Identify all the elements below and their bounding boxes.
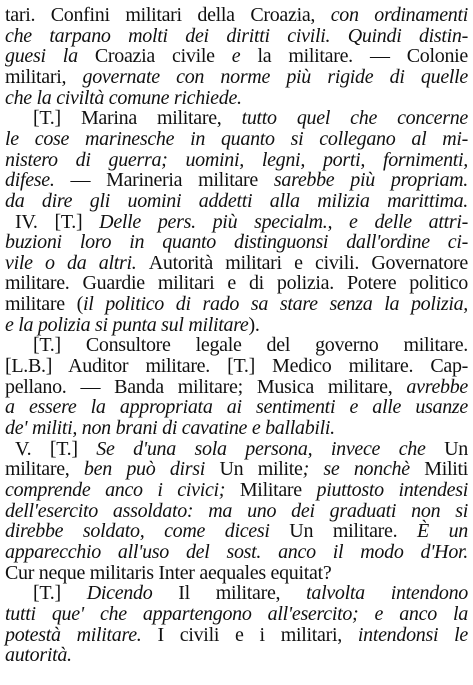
italic-text: e la polizia si punta sul militare bbox=[5, 313, 249, 336]
roman-text: Autorità militari e civili. Governatore bbox=[148, 251, 468, 274]
italic-text: sarebbe più propriam. bbox=[273, 169, 468, 192]
italic-text: comprende anco i civici; bbox=[5, 478, 240, 501]
italic-text: Delle pers. più specialm., e delle attri- bbox=[99, 210, 468, 233]
text-line bbox=[5, 396, 468, 419]
italic-text: le cose marinesche in quanto si collegano al mi- bbox=[5, 127, 468, 150]
text-line bbox=[5, 45, 468, 68]
roman-text: I civili e i militari, bbox=[157, 623, 358, 646]
roman-text: Il militare, bbox=[178, 582, 307, 605]
roman-text: la militare. — Colonie bbox=[257, 45, 468, 68]
roman-text: Croazia civile bbox=[94, 45, 232, 68]
text-line bbox=[5, 355, 468, 378]
text-line bbox=[5, 541, 468, 564]
italic-text: il politico di rado sa stare senza la polizia, bbox=[82, 293, 468, 316]
roman-text: ). bbox=[248, 313, 260, 336]
roman-text: militare, bbox=[5, 458, 84, 481]
italic-text: nistero di guerra; uomini, legni, porti, fornimenti, bbox=[5, 148, 468, 171]
italic-text: dell'esercito assoldato: ma uno dei graduati non si bbox=[5, 499, 468, 522]
italic-text: È un bbox=[416, 520, 468, 543]
text-line bbox=[5, 479, 468, 502]
italic-text: tutti que' che appartengono all'esercito; e anco la bbox=[5, 602, 468, 625]
text-line bbox=[5, 603, 468, 626]
text-line bbox=[5, 211, 468, 234]
roman-text: IV. [T.] bbox=[15, 210, 100, 233]
text-line bbox=[5, 272, 468, 295]
text-line bbox=[5, 417, 468, 440]
text-line bbox=[5, 458, 468, 481]
text-line bbox=[5, 190, 468, 213]
italic-text: che tarpano molti dei diritti civili. Quindi distin- bbox=[5, 24, 468, 47]
italic-text: e bbox=[231, 45, 258, 68]
italic-text: con ordinamenti bbox=[330, 4, 468, 26]
text-line bbox=[5, 169, 468, 192]
text-line bbox=[5, 231, 468, 254]
italic-text: guesi la bbox=[5, 45, 95, 68]
italic-text: ben può dirsi bbox=[83, 458, 220, 481]
roman-text: V. [T.] bbox=[15, 437, 97, 460]
italic-text: a essere la appropriata ai sentimenti e alle usanze bbox=[5, 396, 468, 419]
italic-text: autorità. bbox=[5, 644, 72, 667]
text-line bbox=[5, 624, 468, 647]
italic-text: governate con norme più rigide di quelle bbox=[82, 65, 468, 88]
roman-text: Un milite bbox=[219, 458, 303, 481]
italic-text: avrebbe bbox=[406, 375, 468, 398]
italic-text: tutto quel che concerne bbox=[241, 107, 468, 130]
roman-text: militare. Guardie militari e di polizia. Potere politico bbox=[5, 272, 468, 295]
roman-text: Un bbox=[444, 437, 468, 460]
italic-text: potestà militare. bbox=[5, 623, 158, 646]
roman-text: militare ( bbox=[5, 293, 83, 316]
roman-text: militari, bbox=[5, 65, 83, 88]
text-line bbox=[5, 644, 468, 667]
italic-text: apparecchio all'uso del sost. anco il modo d'Hor. bbox=[5, 540, 468, 563]
roman-text: Militi bbox=[424, 458, 468, 481]
text-line bbox=[5, 66, 468, 89]
text-line bbox=[5, 252, 468, 275]
italic-text: de' militi, non brani di cavatine e ballabili. bbox=[5, 417, 335, 439]
italic-text: difese. bbox=[5, 169, 71, 192]
italic-text: Dicendo bbox=[86, 582, 179, 605]
roman-text: Militare bbox=[239, 478, 317, 501]
text-line bbox=[5, 149, 468, 172]
text-line bbox=[5, 562, 468, 585]
italic-text: da dire gli uomini addetti alla milizia marittima. bbox=[5, 189, 468, 212]
italic-text: talvolta intendono bbox=[306, 582, 468, 605]
text-line bbox=[5, 438, 468, 461]
text-line bbox=[5, 520, 468, 543]
text-line bbox=[5, 107, 468, 130]
roman-text: Cur neque militaris Inter aequales equitat? bbox=[5, 561, 332, 584]
italic-text: ; se nonchè bbox=[302, 458, 425, 481]
italic-text: piuttosto intendesi bbox=[316, 478, 468, 501]
roman-text: tari. Confini militari della Croazia, bbox=[5, 4, 331, 26]
text-line bbox=[5, 293, 468, 316]
roman-text: Un militare. bbox=[289, 520, 417, 543]
italic-text: buzioni loro in quanto distinguonsi dall'ordine ci- bbox=[5, 231, 468, 254]
italic-text: Se d'una sola persona, invece che bbox=[96, 437, 445, 460]
text-line bbox=[5, 582, 468, 605]
text-line bbox=[5, 25, 468, 48]
roman-text: [L.B.] Auditor militare. [T.] Medico militare. Cap- bbox=[5, 355, 468, 378]
roman-text: [T.] Consultore legale del governo militare. bbox=[33, 334, 468, 357]
italic-text: che la civiltà comune richiede. bbox=[5, 86, 242, 109]
text-line bbox=[5, 4, 468, 27]
text-line bbox=[5, 128, 468, 151]
italic-text: vile o da altri. bbox=[5, 251, 149, 274]
text-line bbox=[5, 376, 468, 399]
roman-text: — Marineria militare bbox=[70, 169, 274, 192]
text-line bbox=[5, 314, 468, 337]
roman-text: pellano. — Banda militare; Musica militare, bbox=[5, 375, 407, 398]
roman-text: [T.] bbox=[33, 582, 87, 605]
roman-text: [T.] Marina militare, bbox=[33, 107, 242, 130]
text-line bbox=[5, 87, 468, 110]
italic-text: intendonsi le bbox=[357, 623, 468, 646]
text-line bbox=[5, 334, 468, 357]
italic-text: direbbe soldato, come dicesi bbox=[5, 520, 290, 543]
